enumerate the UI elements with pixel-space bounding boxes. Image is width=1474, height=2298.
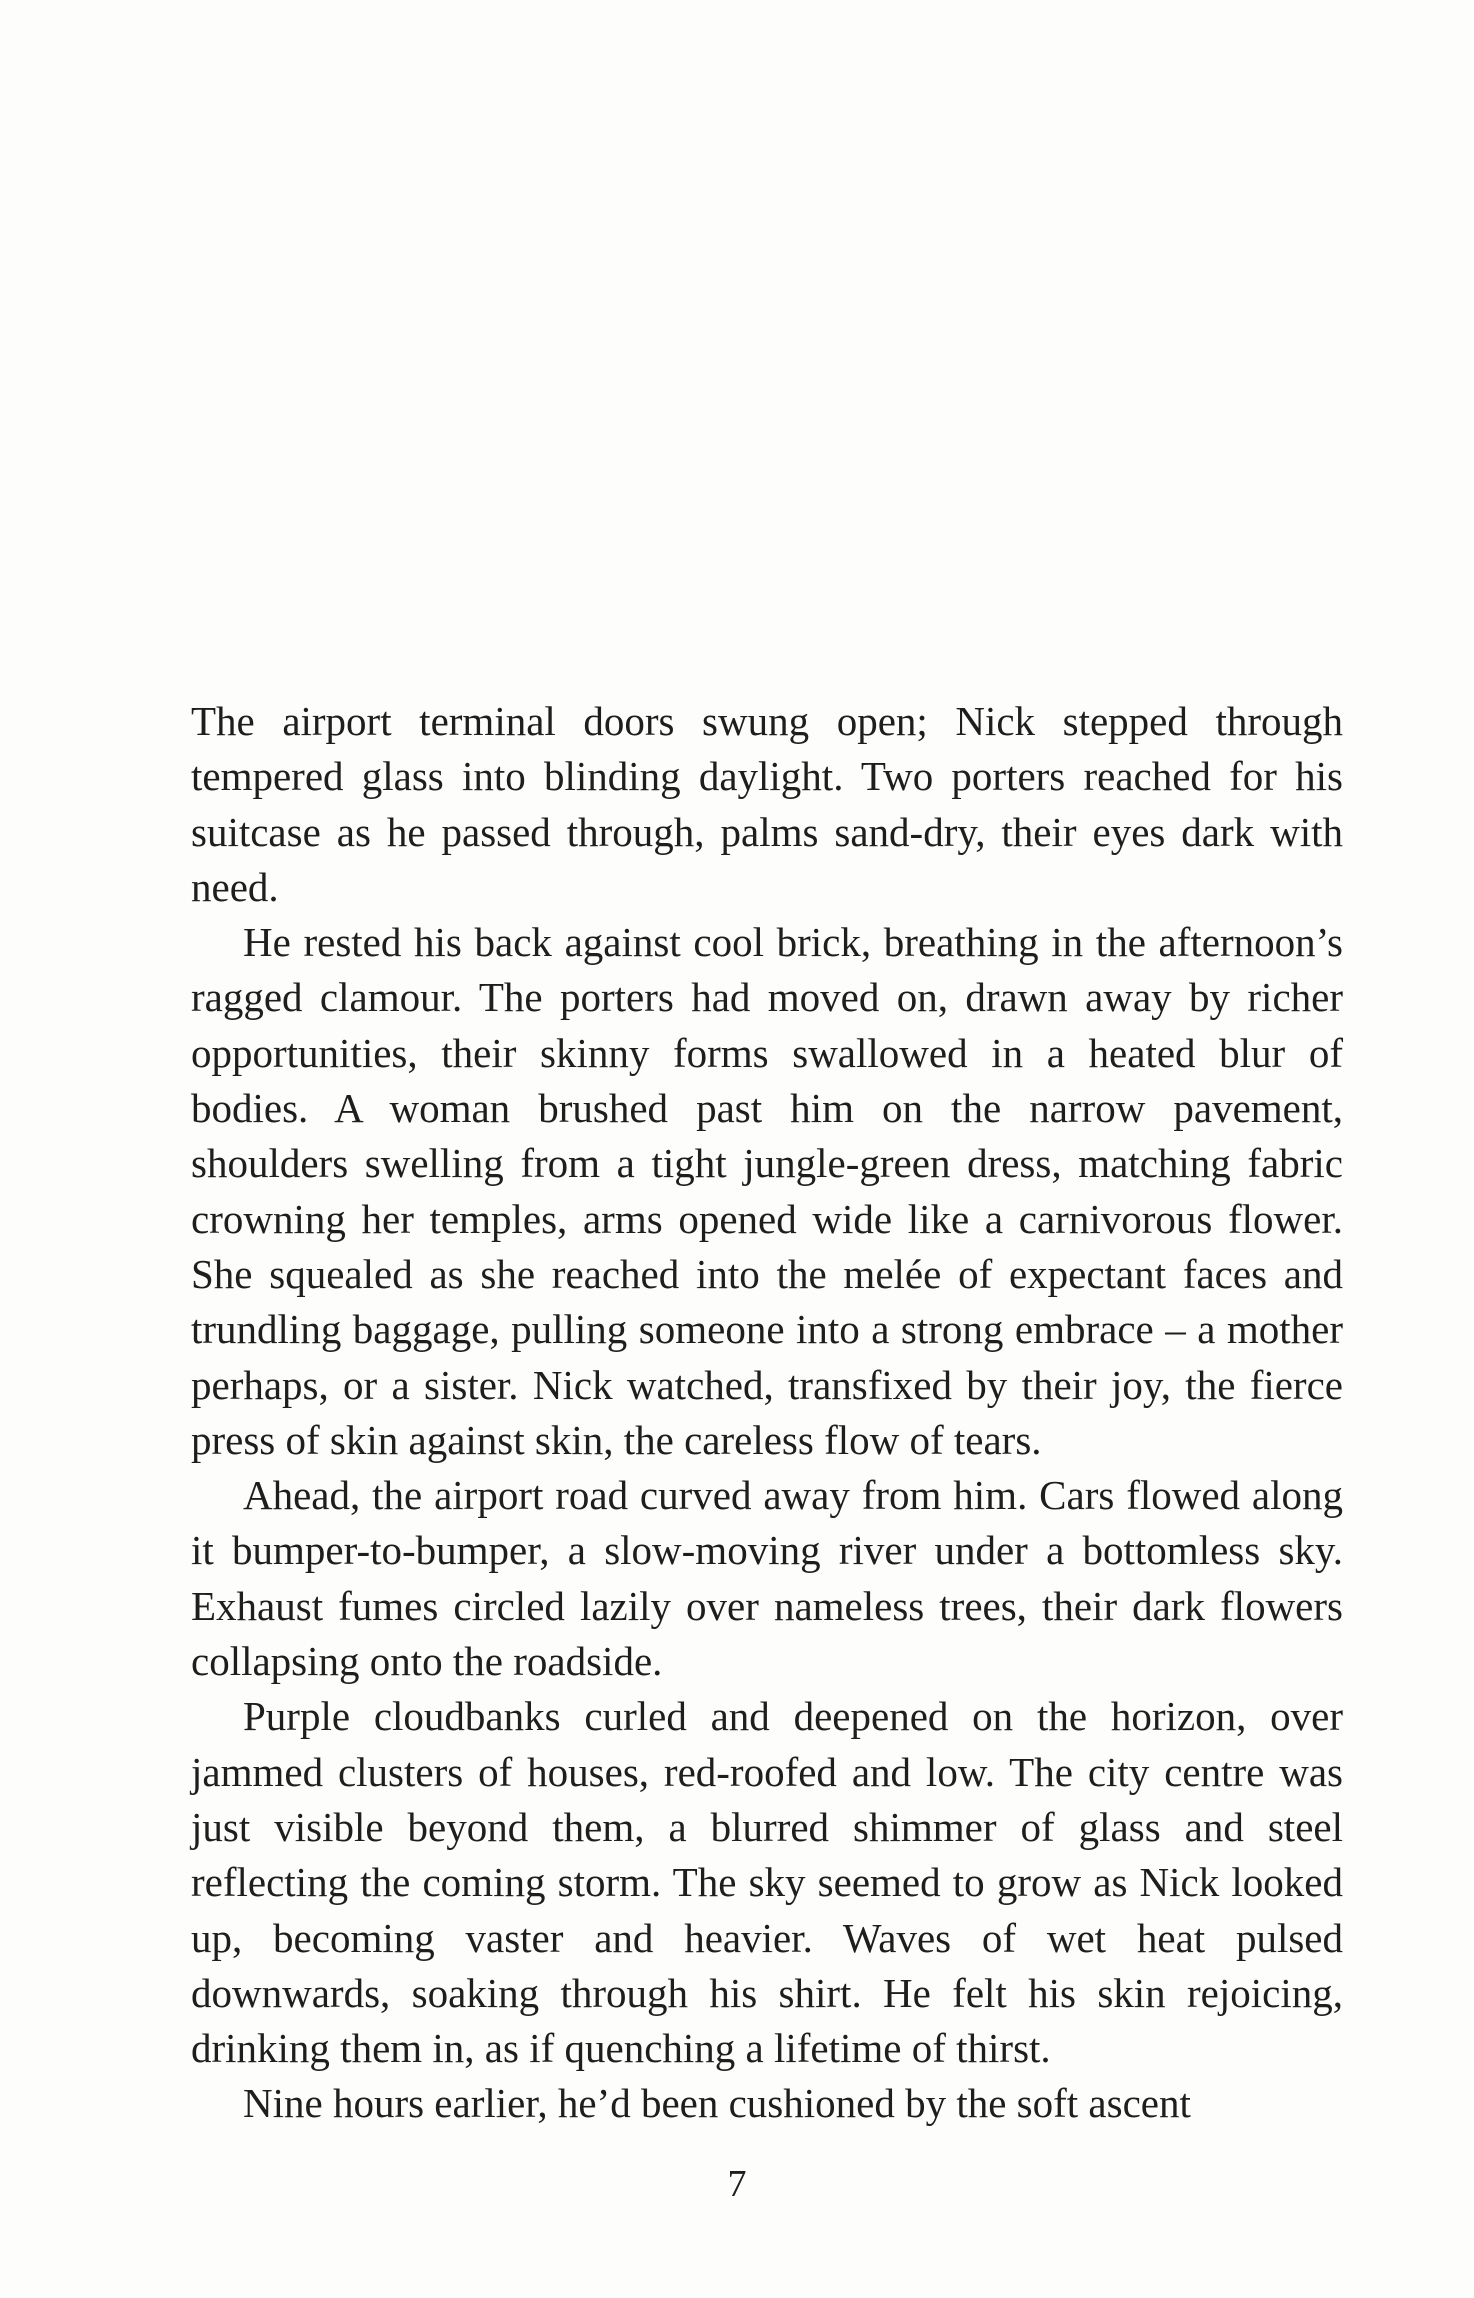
paragraph-4: Purple cloudbanks curled and deepened on the horizon, over jammed clusters of houses, red-roofed and low. The city centre was just visible beyond them, a blurred shimmer of glass and steel reflecting the coming storm. The sky seemed to grow as Nick looked up, becoming vaster and heavier. Waves of wet heat pulsed downwards, soaking through his shirt. He felt his skin rejoicing, drinking them in, as if quenching a lifetime of thirst. [191, 1693, 1343, 2072]
paragraph-2: He rested his back against cool brick, breathing in the afternoon’s ragged clamour. The porters had moved on, drawn away by richer opportunities, their skinny forms swallowed in a heated blur of bodies. A woman brushed past him on the narrow pavement, shoulders swelling from a tight jungle-green dress, matching fabric crowning her temples, arms opened wide like a carnivorous flower. She squealed as she reached into the melée of expectant faces and trundling baggage, pulling someone into a strong embrace – a mother perhaps, or a sister. Nick watched, transfixed by their joy, the fierce press of skin against skin, the careless flow of tears. [191, 919, 1343, 1463]
paragraph-5: Nine hours earlier, he’d been cushioned by the soft ascent [243, 2080, 1191, 2127]
chapter-body-text [191, 694, 1343, 2132]
page-number: 7 [727, 2163, 747, 2205]
paragraph-3: Ahead, the airport road curved away from him. Cars flowed along it bumper-to-bumper, a slow-moving river under a bottomless sky. Exhaust fumes circled lazily over nameless trees, their dark flowers collapsing onto the roadside. [191, 1472, 1343, 1685]
paragraph-1: The airport terminal doors swung open; Nick stepped through tempered glass into blinding daylight. Two porters reached for his suitcase as he passed through, palms sand-dry, their eyes dark with need. [191, 698, 1343, 910]
